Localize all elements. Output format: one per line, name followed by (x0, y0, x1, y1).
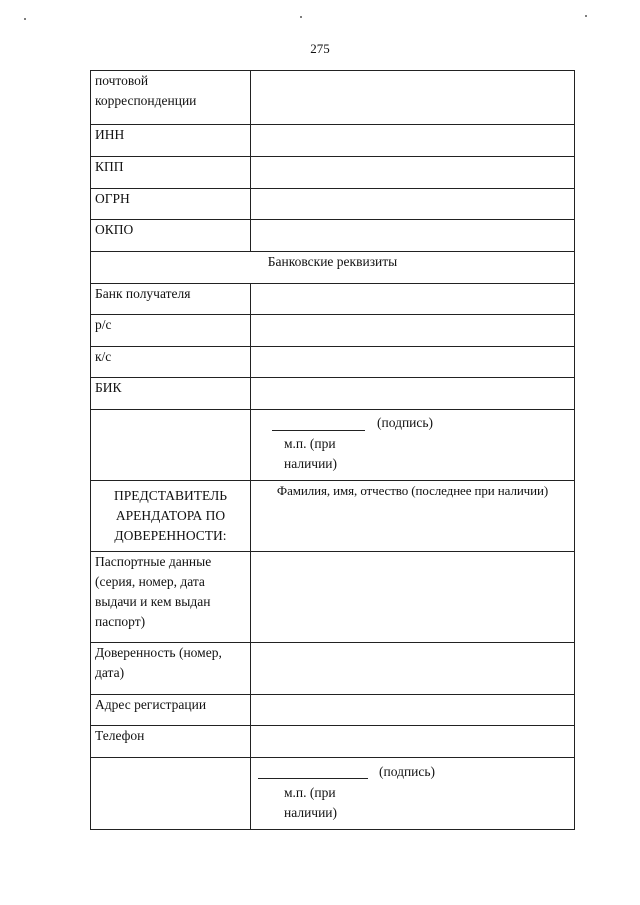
scan-speck (585, 15, 587, 17)
label-power-of-attorney: Доверенность (номер, дата) (91, 643, 251, 695)
label-okpo: ОКПО (91, 220, 251, 252)
signature-line[interactable] (272, 430, 365, 431)
table-row-signature-2 (91, 758, 575, 830)
label-passport: Паспортные данные (серия, номер, дата выдачи и кем выдан паспорт) (91, 552, 251, 643)
signature-left-empty (91, 410, 251, 481)
signature-block-1 (251, 410, 575, 481)
value-passport[interactable] (251, 552, 575, 643)
table-row-bik (91, 378, 575, 410)
fio-header: Фамилия, имя, отчество (последнее при наличии) (251, 481, 575, 552)
label-rs: р/с (91, 315, 251, 347)
table-row-bank-section (91, 252, 575, 284)
value-okpo[interactable] (251, 220, 575, 252)
value-postal[interactable] (251, 71, 575, 125)
scan-speck (300, 16, 302, 18)
stamp-note: м.п. (при наличии) (284, 436, 338, 471)
table-row-inn (91, 125, 575, 157)
signature-label: (подпись) (379, 764, 436, 779)
label-ogrn: ОГРН (91, 189, 251, 220)
table-row-ks (91, 347, 575, 378)
table-row-kpp (91, 157, 575, 189)
table-row-phone (91, 726, 575, 758)
value-reg-address[interactable] (251, 695, 575, 726)
label-bik: БИК (91, 378, 251, 410)
label-inn: ИНН (91, 125, 251, 157)
value-inn[interactable] (251, 125, 575, 157)
table-row-power-of-attorney (91, 643, 575, 695)
table-row-passport (91, 552, 575, 643)
label-bank: Банк получателя (91, 284, 251, 315)
signature-block-2 (251, 758, 575, 830)
label-postal: почтовой корреспонденции (91, 71, 251, 125)
table-row-bank (91, 284, 575, 315)
page-number: 275 (310, 41, 330, 56)
value-ogrn[interactable] (251, 189, 575, 220)
table-row-signature-1 (91, 410, 575, 481)
table-row-reg-address (91, 695, 575, 726)
value-bank[interactable] (251, 284, 575, 315)
bank-section-heading: Банковские реквизиты (91, 252, 575, 284)
signature-label: (подпись) (377, 415, 434, 430)
label-ks: к/с (91, 347, 251, 378)
value-kpp[interactable] (251, 157, 575, 189)
value-bik[interactable] (251, 378, 575, 410)
table-row-okpo (91, 220, 575, 252)
representative-heading: ПРЕДСТАВИТЕЛЬ АРЕНДАТОРА ПО ДОВЕРЕННОСТИ: (91, 481, 251, 552)
signature-left-empty (91, 758, 251, 830)
label-kpp: КПП (91, 157, 251, 189)
label-reg-address: Адрес регистрации (91, 695, 251, 726)
table-row-ogrn (91, 189, 575, 220)
signature-line[interactable] (258, 778, 368, 779)
label-phone: Телефон (91, 726, 251, 758)
value-power-of-attorney[interactable] (251, 643, 575, 695)
value-rs[interactable] (251, 315, 575, 347)
requisites-table (90, 70, 575, 830)
scan-speck (24, 18, 26, 20)
table-row-postal (91, 71, 575, 125)
value-ks[interactable] (251, 347, 575, 378)
table-row-rs (91, 315, 575, 347)
stamp-note: м.п. (при наличии) (284, 785, 338, 820)
table-row-representative (91, 481, 575, 552)
value-phone[interactable] (251, 726, 575, 758)
